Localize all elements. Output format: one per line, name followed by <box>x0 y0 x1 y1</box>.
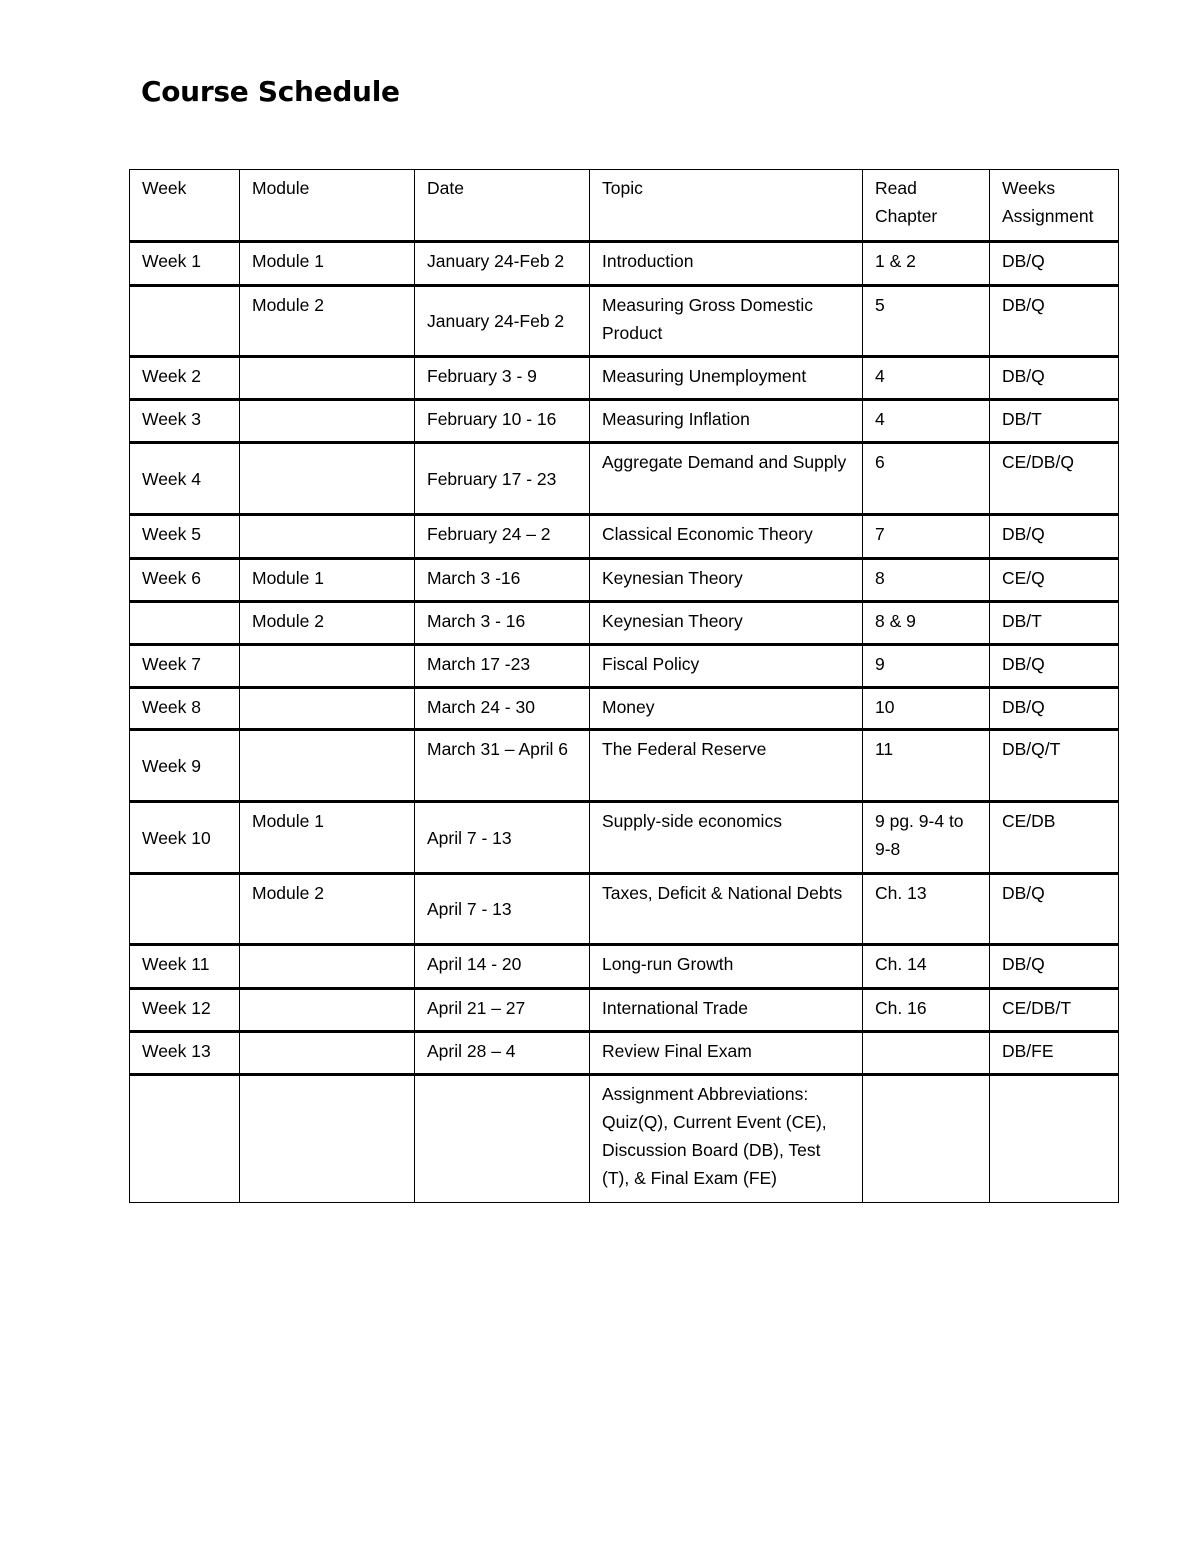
date-cell <box>415 1075 590 1203</box>
topic-cell: Review Final Exam <box>590 1032 863 1075</box>
topic-cell: Classical Economic Theory <box>590 515 863 559</box>
chapter-cell: 8 <box>863 559 990 602</box>
module-cell: Module 1 <box>240 559 415 602</box>
assignment-cell: CE/DB/T <box>990 989 1119 1032</box>
header-module: Module <box>240 170 415 242</box>
topic-cell: The Federal Reserve <box>590 730 863 802</box>
header-week: Week <box>130 170 240 242</box>
topic-cell: Keynesian Theory <box>590 559 863 602</box>
table-row <box>130 730 1119 802</box>
page-title: Course Schedule <box>141 75 400 108</box>
chapter-cell: 6 <box>863 443 990 515</box>
week-cell: Week 13 <box>130 1032 240 1075</box>
date-cell: March 3 - 16 <box>415 602 590 645</box>
header-date: Date <box>415 170 590 242</box>
module-cell <box>240 989 415 1032</box>
date-cell: March 24 - 30 <box>415 688 590 730</box>
header-topic: Topic <box>590 170 863 242</box>
topic-cell: Long-run Growth <box>590 945 863 989</box>
week-cell <box>130 874 240 945</box>
topic-cell: Measuring Gross Domestic Product <box>590 286 863 357</box>
date-cell: February 3 - 9 <box>415 357 590 400</box>
module-cell <box>240 357 415 400</box>
abbreviations-note: Assignment Abbreviations: Quiz(Q), Current Event (CE), Discussion Board (DB), Test (T), & Final Exam (FE) <box>590 1075 863 1203</box>
date-cell: March 17 -23 <box>415 645 590 688</box>
date-cell: February 24 – 2 <box>415 515 590 559</box>
chapter-cell: 1 & 2 <box>863 242 990 286</box>
module-cell <box>240 1075 415 1203</box>
chapter-cell: Ch. 13 <box>863 874 990 945</box>
table-row <box>130 602 1119 645</box>
assignment-cell: DB/Q <box>990 645 1119 688</box>
chapter-cell: 5 <box>863 286 990 357</box>
assignment-cell: CE/DB/Q <box>990 443 1119 515</box>
assignment-cell: DB/Q <box>990 242 1119 286</box>
module-cell <box>240 945 415 989</box>
date-cell: April 14 - 20 <box>415 945 590 989</box>
week-cell: Week 10 <box>130 802 240 874</box>
chapter-cell <box>863 1075 990 1203</box>
assignment-cell: DB/T <box>990 602 1119 645</box>
assignment-cell: CE/DB <box>990 802 1119 874</box>
assignment-cell: DB/Q <box>990 874 1119 945</box>
table-row <box>130 989 1119 1032</box>
table-row <box>130 688 1119 730</box>
week-cell <box>130 1075 240 1203</box>
chapter-cell: Ch. 16 <box>863 989 990 1032</box>
assignment-cell: DB/Q <box>990 515 1119 559</box>
module-cell: Module 1 <box>240 242 415 286</box>
topic-cell: Fiscal Policy <box>590 645 863 688</box>
date-cell: April 7 - 13 <box>415 874 590 945</box>
date-cell: April 21 – 27 <box>415 989 590 1032</box>
table-row <box>130 645 1119 688</box>
date-cell: February 10 - 16 <box>415 400 590 443</box>
module-cell <box>240 645 415 688</box>
table-row <box>130 242 1119 286</box>
module-cell <box>240 443 415 515</box>
chapter-cell: 10 <box>863 688 990 730</box>
module-cell <box>240 515 415 559</box>
week-cell: Week 2 <box>130 357 240 400</box>
date-cell: January 24-Feb 2 <box>415 286 590 357</box>
topic-cell: Keynesian Theory <box>590 602 863 645</box>
topic-cell: Taxes, Deficit & National Debts <box>590 874 863 945</box>
week-cell: Week 11 <box>130 945 240 989</box>
table-row <box>130 357 1119 400</box>
topic-cell: Supply-side economics <box>590 802 863 874</box>
chapter-cell <box>863 1032 990 1075</box>
week-cell: Week 4 <box>130 443 240 515</box>
table-row <box>130 559 1119 602</box>
week-cell: Week 12 <box>130 989 240 1032</box>
table-row <box>130 874 1119 945</box>
date-cell: April 7 - 13 <box>415 802 590 874</box>
header-weeks-assignment: Weeks Assignment <box>990 170 1119 242</box>
table-row <box>130 286 1119 357</box>
chapter-cell: Ch. 14 <box>863 945 990 989</box>
topic-cell: International Trade <box>590 989 863 1032</box>
week-cell: Week 7 <box>130 645 240 688</box>
module-cell <box>240 730 415 802</box>
chapter-cell: 4 <box>863 400 990 443</box>
table-row <box>130 1032 1119 1075</box>
module-cell: Module 1 <box>240 802 415 874</box>
assignment-cell: DB/Q <box>990 286 1119 357</box>
date-cell: January 24-Feb 2 <box>415 242 590 286</box>
date-cell: February 17 - 23 <box>415 443 590 515</box>
week-cell: Week 1 <box>130 242 240 286</box>
topic-cell: Aggregate Demand and Supply <box>590 443 863 515</box>
assignment-cell: DB/FE <box>990 1032 1119 1075</box>
week-cell: Week 8 <box>130 688 240 730</box>
assignment-cell: DB/Q <box>990 688 1119 730</box>
module-cell: Module 2 <box>240 874 415 945</box>
assignment-cell: CE/Q <box>990 559 1119 602</box>
topic-cell: Money <box>590 688 863 730</box>
week-cell: Week 5 <box>130 515 240 559</box>
assignment-cell: DB/Q <box>990 357 1119 400</box>
chapter-cell: 4 <box>863 357 990 400</box>
topic-cell: Measuring Unemployment <box>590 357 863 400</box>
assignment-cell: DB/T <box>990 400 1119 443</box>
topic-cell: Introduction <box>590 242 863 286</box>
module-cell <box>240 1032 415 1075</box>
date-cell: March 31 – April 6 <box>415 730 590 802</box>
week-cell: Week 9 <box>130 730 240 802</box>
week-cell: Week 6 <box>130 559 240 602</box>
date-cell: April 28 – 4 <box>415 1032 590 1075</box>
module-cell <box>240 400 415 443</box>
chapter-cell: 9 <box>863 645 990 688</box>
week-cell <box>130 286 240 357</box>
topic-cell: Measuring Inflation <box>590 400 863 443</box>
course-schedule-table <box>129 169 1119 1203</box>
header-read-chapter: Read Chapter <box>863 170 990 242</box>
chapter-cell: 9 pg. 9-4 to 9-8 <box>863 802 990 874</box>
chapter-cell: 7 <box>863 515 990 559</box>
week-cell: Week 3 <box>130 400 240 443</box>
chapter-cell: 8 & 9 <box>863 602 990 645</box>
assignment-cell <box>990 1075 1119 1203</box>
table-row <box>130 945 1119 989</box>
table-row <box>130 400 1119 443</box>
assignment-cell: DB/Q <box>990 945 1119 989</box>
date-cell: March 3 -16 <box>415 559 590 602</box>
table-row <box>130 802 1119 874</box>
assignment-cell: DB/Q/T <box>990 730 1119 802</box>
chapter-cell: 11 <box>863 730 990 802</box>
module-cell: Module 2 <box>240 602 415 645</box>
module-cell: Module 2 <box>240 286 415 357</box>
header-row <box>130 170 1119 242</box>
week-cell <box>130 602 240 645</box>
table-row <box>130 443 1119 515</box>
module-cell <box>240 688 415 730</box>
table-row <box>130 515 1119 559</box>
table-row <box>130 1075 1119 1203</box>
